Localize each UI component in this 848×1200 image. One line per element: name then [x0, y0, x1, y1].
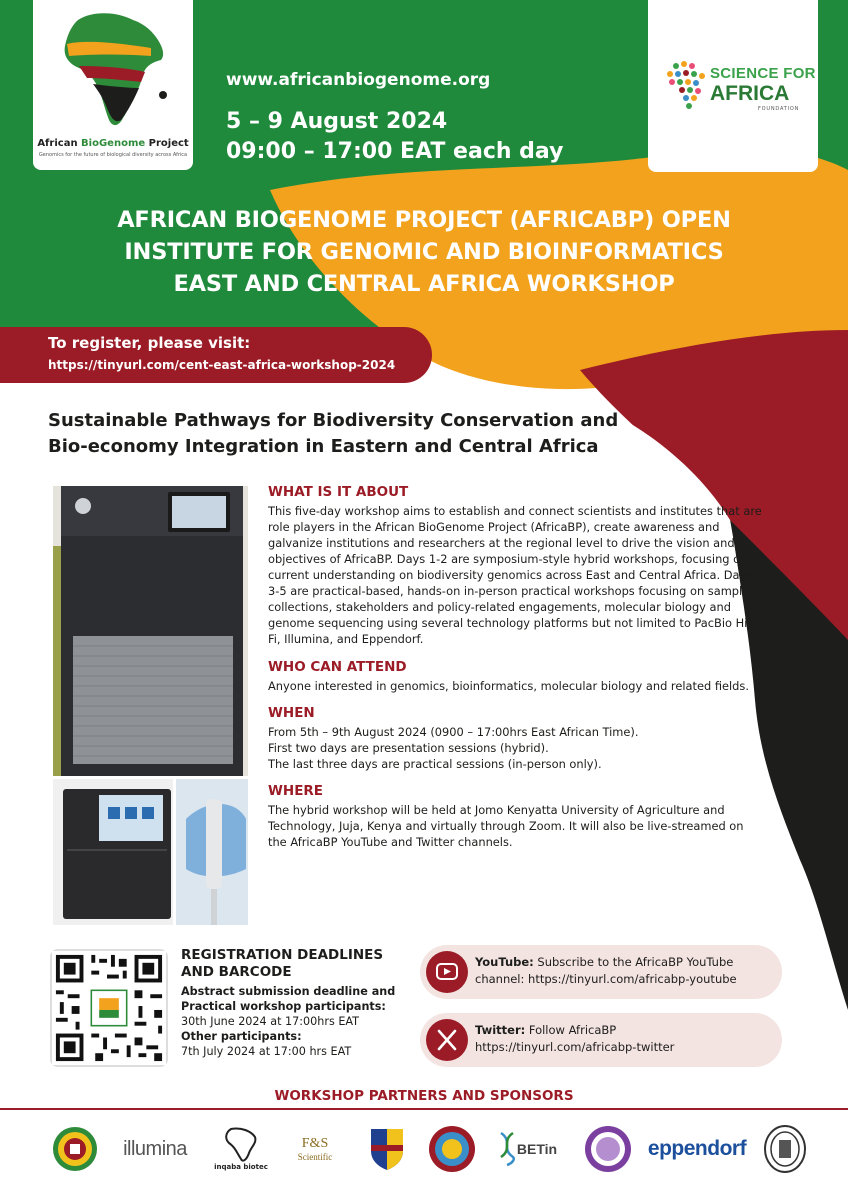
partner-logo-betin [492, 1120, 562, 1178]
when-line3: The last three days are practical sessions (in-person only). [268, 757, 602, 771]
youtube-text [475, 954, 775, 988]
what-heading: WHAT IS IT ABOUT [268, 484, 409, 500]
twitter-label: Twitter: [475, 1023, 526, 1037]
sfa-line2: AFRICA [710, 82, 790, 105]
event-dates [226, 107, 563, 167]
pipette-photo [176, 779, 248, 925]
register-label: To register, please visit: [48, 334, 251, 352]
title-line3: EAST AND CENTRAL AFRICA WORKSHOP [173, 271, 675, 297]
registration-banner [0, 327, 432, 383]
partner-logo-inqaba [212, 1120, 270, 1178]
abstract-date: 30th June 2024 at 17:00hrs EAT [181, 1015, 360, 1028]
institute-seal-icon [427, 1124, 477, 1174]
twitter-desc: Follow AfricaBP [525, 1023, 617, 1037]
pacbio-sequel-image [53, 486, 248, 776]
africabp-logo-name: African BioGenome Project [37, 138, 189, 149]
partner-logo-shield [362, 1120, 412, 1178]
partners-title: WORKSHOP PARTNERS AND SPONSORS [274, 1088, 574, 1104]
time-line: 09:00 – 17:00 EAT each day [226, 139, 564, 164]
details-column [268, 483, 763, 860]
title-line1: AFRICAN BIOGENOME PROJECT (AFRICABP) OPEN [117, 207, 731, 233]
workshop-title [30, 204, 818, 300]
partner-logo-crest [760, 1120, 810, 1178]
partner-logo-university-seal [50, 1120, 100, 1178]
register-link[interactable]: https://tinyurl.com/cent-east-africa-workshop-2024 [48, 358, 396, 372]
partner-logo-round-seal [424, 1120, 480, 1178]
section-when [268, 704, 763, 772]
deadlines-heading [181, 947, 411, 981]
qr-code-icon [52, 951, 166, 1065]
fs-wordmark: F&S [301, 1136, 329, 1151]
partner-logo-eppendorf [645, 1120, 749, 1178]
youtube-label: YouTube: [475, 955, 534, 969]
registration-qr-code[interactable] [50, 949, 168, 1067]
sfa-line1: SCIENCE FOR [710, 65, 816, 82]
society-seal-icon [583, 1124, 633, 1174]
who-body: Anyone interested in genomics, bioinformatics, molecular biology and related fields. [268, 679, 749, 693]
other-label: Other participants: [181, 1030, 302, 1043]
where-heading: WHERE [268, 783, 324, 799]
dotted-africa-icon [656, 56, 716, 116]
registration-deadlines [181, 947, 411, 1059]
inqaba-africa-icon [221, 1127, 261, 1163]
partner-logo-fs-scientific [280, 1120, 350, 1178]
title-line2: INSTITUTE FOR GENOMIC AND BIOINFORMATICS [124, 239, 724, 265]
section-what [268, 483, 763, 647]
twitter-box[interactable] [420, 1013, 782, 1067]
abstract-label-line1: Abstract submission deadline and [181, 985, 396, 998]
university-shield-icon [369, 1127, 405, 1171]
twitter-text [475, 1022, 775, 1056]
betin-helix-icon [497, 1131, 517, 1167]
crest-icon [763, 1124, 807, 1174]
date-line: 5 – 9 August 2024 [226, 109, 448, 134]
africa-map-icon [33, 0, 193, 135]
website-url[interactable]: www.africanbiogenome.org [226, 70, 491, 90]
africabp-logo [33, 0, 193, 170]
youtube-box[interactable] [420, 945, 782, 999]
subtitle-line2: Bio-economy Integration in Eastern and Central Africa [48, 436, 599, 457]
abstract-label-line2: Practical workshop participants: [181, 1000, 386, 1013]
youtube-icon [426, 951, 468, 993]
section-who [268, 658, 763, 694]
sequencer-photo [53, 486, 248, 776]
partner-logo-purple-seal [580, 1120, 636, 1178]
inqaba-wordmark: inqaba biotec [214, 1163, 268, 1171]
partners-divider [0, 1108, 848, 1110]
when-line2: First two days are presentation sessions (hybrid). [268, 741, 549, 755]
betin-wordmark: BETin [516, 1141, 558, 1157]
workshop-subtitle [48, 408, 668, 460]
subtitle-line1: Sustainable Pathways for Biodiversity Conservation and [48, 410, 619, 431]
fs-sub-wordmark: Scientific [297, 1152, 333, 1162]
sfa-line3: FOUNDATION [758, 106, 800, 112]
when-heading: WHEN [268, 705, 315, 721]
other-date: 7th July 2024 at 17:00 hrs EAT [181, 1045, 352, 1058]
pipette-hand-image [176, 779, 248, 925]
when-line1: From 5th – 9th August 2024 (0900 – 17:00hrs East African Time). [268, 725, 639, 739]
deadlines-heading-line1: REGISTRATION DEADLINES [181, 947, 384, 963]
jkuat-seal-icon [51, 1125, 99, 1173]
section-where [268, 782, 763, 850]
where-body: The hybrid workshop will be held at Jomo Kenyatta University of Agriculture and Technology, Juja, Kenya and virtually through Zoom. It will also be live-streamed on the AfricaBP YouTube and Twitter channels. [268, 803, 744, 849]
youtube-link[interactable]: https://tinyurl.com/africabp-youtube [528, 972, 737, 986]
youtube-desc: Subscribe to the AfricaBP YouTube channel: [475, 955, 734, 986]
science-for-africa-logo [648, 0, 818, 172]
illumina-instrument-image [53, 779, 173, 925]
africabp-logo-tagline: Genomics for the future of biological diversity across Africa [38, 152, 188, 158]
illumina-wordmark: illumina [123, 1137, 187, 1160]
twitter-link[interactable]: https://tinyurl.com/africabp-twitter [475, 1040, 675, 1054]
eppendorf-wordmark: eppendorf [647, 1137, 747, 1160]
illumina-sequencer-photo [53, 779, 173, 925]
partner-logo-illumina [112, 1120, 198, 1178]
who-heading: WHO CAN ATTEND [268, 659, 407, 675]
deadlines-heading-line2: AND BARCODE [181, 964, 292, 980]
what-body: This five-day workshop aims to establish and connect scientists and institutes that are role players in the African BioGenome Project (AfricaBP), create awareness and galvanize institutions and researchers at the regional level to drive the vision and objectives of AfricaBP. Days 1-2 are symposium-style hybrid workshops, focusing on current understanding on biodiversity genomics across East and Central Africa. Days 3-5 are practical-based, hands-on in-person practical workshops focusing on sample collections, stakeholders and policy-related engagements, molecular biology and genome sequencing using several technology platforms but not limited to PacBio Hi-Fi, Illumina, and Eppendorf. [268, 504, 762, 646]
x-twitter-icon [426, 1019, 468, 1061]
